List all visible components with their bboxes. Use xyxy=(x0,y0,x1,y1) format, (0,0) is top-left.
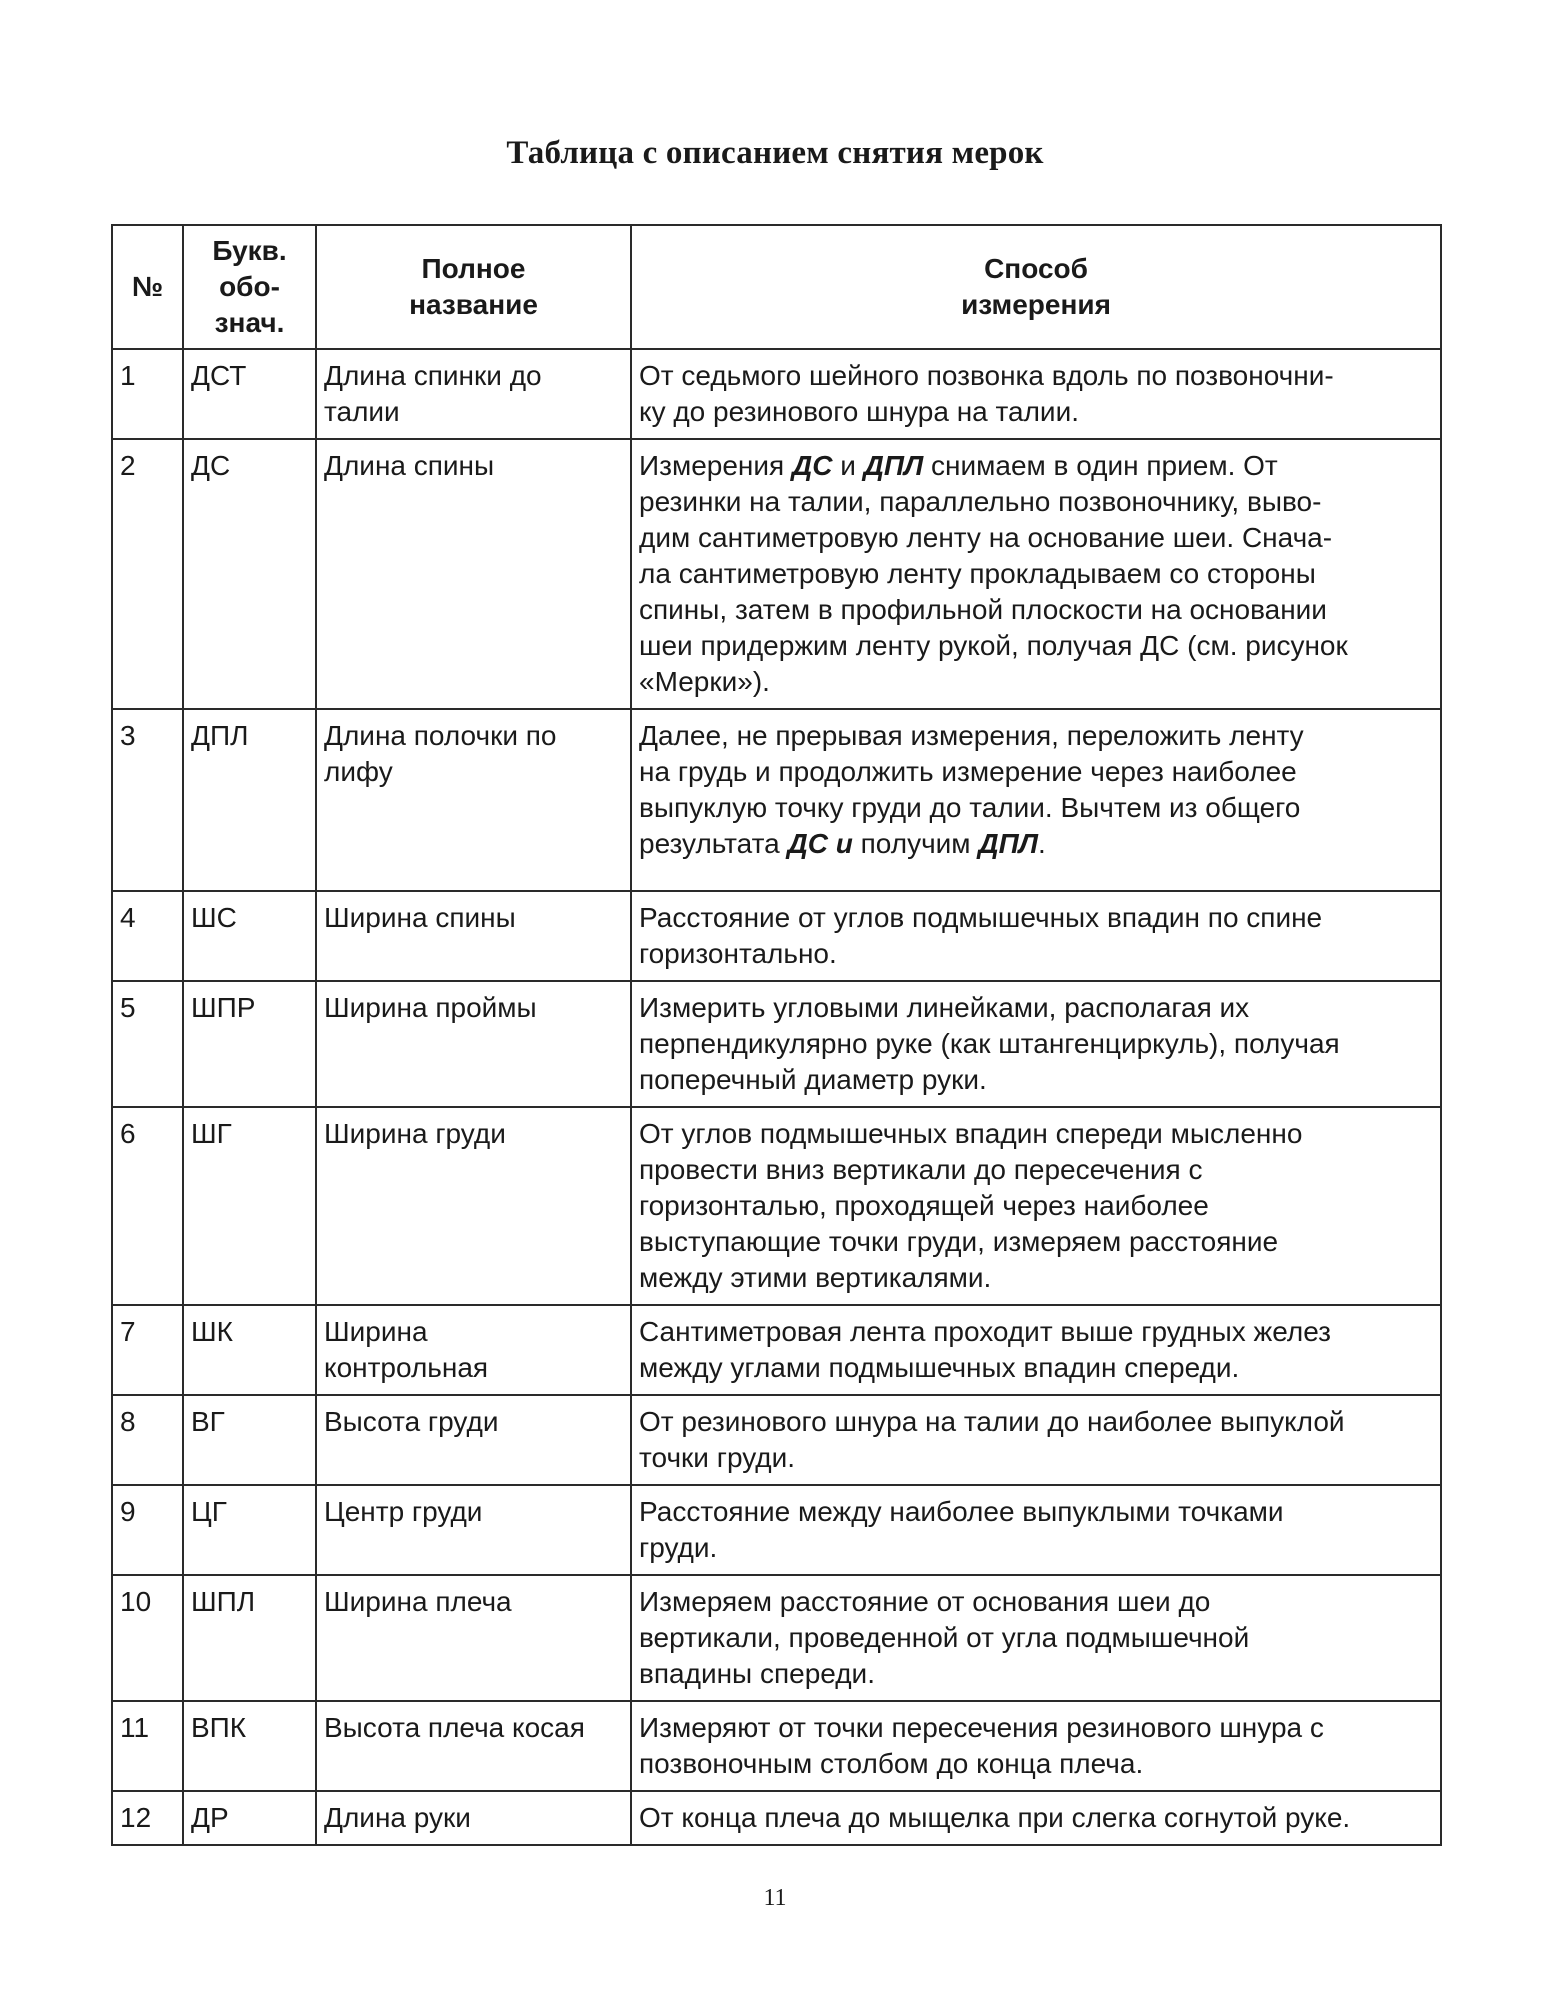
measurements-table xyxy=(111,224,1442,1846)
row-name: Ширина проймы xyxy=(316,981,631,1107)
row-method: Расстояние между наиболее выпуклыми точками груди. xyxy=(631,1485,1441,1575)
row-abbr: ШПР xyxy=(183,981,316,1107)
row-name: Высота груди xyxy=(316,1395,631,1485)
row-abbr: ЦГ xyxy=(183,1485,316,1575)
row-name: Ширина плеча xyxy=(316,1575,631,1701)
table-row xyxy=(112,709,1441,891)
row-method: От конца плеча до мыщелка при слегка согнутой руке. xyxy=(631,1791,1441,1845)
row-method: Измеряем расстояние от основания шеи до вертикали, проведенной от угла подмышечной впадины спереди. xyxy=(631,1575,1441,1701)
row-name: Длина полочки по лифу xyxy=(316,709,631,891)
row-abbr: ШК xyxy=(183,1305,316,1395)
row-abbr: ДС xyxy=(183,439,316,709)
table-row xyxy=(112,891,1441,981)
row-abbr: ШС xyxy=(183,891,316,981)
header-full-name: Полное название xyxy=(316,225,631,349)
table-row xyxy=(112,1305,1441,1395)
table-row xyxy=(112,1485,1441,1575)
header-method: Способ измерения xyxy=(631,225,1441,349)
row-num: 6 xyxy=(112,1107,183,1305)
row-name: Ширина контрольная xyxy=(316,1305,631,1395)
table-row xyxy=(112,1395,1441,1485)
row-method: От резинового шнура на талии до наиболее выпуклой точки груди. xyxy=(631,1395,1441,1485)
row-num: 5 xyxy=(112,981,183,1107)
row-method: Измеряют от точки пересечения резинового шнура с позвоночным столбом до конца плеча. xyxy=(631,1701,1441,1791)
row-method: Измерить угловыми линейками, располагая их перпендикулярно руке (как штангенциркуль), получая поперечный диаметр руки. xyxy=(631,981,1441,1107)
table-row xyxy=(112,1701,1441,1791)
table-row xyxy=(112,1791,1441,1845)
row-abbr: ШГ xyxy=(183,1107,316,1305)
row-name: Высота плеча косая xyxy=(316,1701,631,1791)
row-name: Центр груди xyxy=(316,1485,631,1575)
row-num: 3 xyxy=(112,709,183,891)
table-row xyxy=(112,1575,1441,1701)
row-method: Сантиметровая лента проходит выше грудных желез между углами подмышечных впадин спереди. xyxy=(631,1305,1441,1395)
row-num: 11 xyxy=(112,1701,183,1791)
table-row xyxy=(112,981,1441,1107)
page-number: 11 xyxy=(763,1885,787,1911)
row-method: Измерения ДС и ДПЛ снимаем в один прием. От резинки на талии, параллельно позвоночнику, выво- дим сантиметровую ленту на основание шеи. Снача- ла сантиметровую ленту прокладываем со стороны спины, затем в профильной плоскости на основании шеи придержим ленту рукой, получая ДС (см. рисунок «Мерки»). xyxy=(631,439,1441,709)
row-method: От седьмого шейного позвонка вдоль по позвоночни- ку до резинового шнура на талии. xyxy=(631,349,1441,439)
row-abbr: ДР xyxy=(183,1791,316,1845)
row-num: 9 xyxy=(112,1485,183,1575)
page-title: Таблица с описанием снятия мерок xyxy=(506,135,1044,171)
row-method: От углов подмышечных впадин спереди мысленно провести вниз вертикали до пересечения с горизонталью, проходящей через наиболее выступающие точки груди, измеряем расстояние между этими вертикалями. xyxy=(631,1107,1441,1305)
table-header-row xyxy=(112,225,1441,349)
row-abbr: ШПЛ xyxy=(183,1575,316,1701)
row-num: 12 xyxy=(112,1791,183,1845)
header-num: № xyxy=(112,225,183,349)
row-name: Длина спинки до талии xyxy=(316,349,631,439)
row-name: Длина руки xyxy=(316,1791,631,1845)
row-name: Ширина груди xyxy=(316,1107,631,1305)
row-num: 7 xyxy=(112,1305,183,1395)
row-num: 10 xyxy=(112,1575,183,1701)
row-num: 1 xyxy=(112,349,183,439)
row-abbr: ДСТ xyxy=(183,349,316,439)
row-num: 8 xyxy=(112,1395,183,1485)
row-abbr: ВГ xyxy=(183,1395,316,1485)
row-abbr: ВПК xyxy=(183,1701,316,1791)
table-row xyxy=(112,349,1441,439)
table-row xyxy=(112,439,1441,709)
row-name: Длина спины xyxy=(316,439,631,709)
row-method: Далее, не прерывая измерения, переложить ленту на грудь и продолжить измерение через наиболее выпуклую точку груди до талии. Вычтем из общего результата ДС и получим ДПЛ. xyxy=(631,709,1441,891)
table-row xyxy=(112,1107,1441,1305)
row-method: Расстояние от углов подмышечных впадин по спине горизонтально. xyxy=(631,891,1441,981)
row-name: Ширина спины xyxy=(316,891,631,981)
row-num: 2 xyxy=(112,439,183,709)
header-abbreviation: Букв. обо- знач. xyxy=(183,225,316,349)
row-num: 4 xyxy=(112,891,183,981)
row-abbr: ДПЛ xyxy=(183,709,316,891)
